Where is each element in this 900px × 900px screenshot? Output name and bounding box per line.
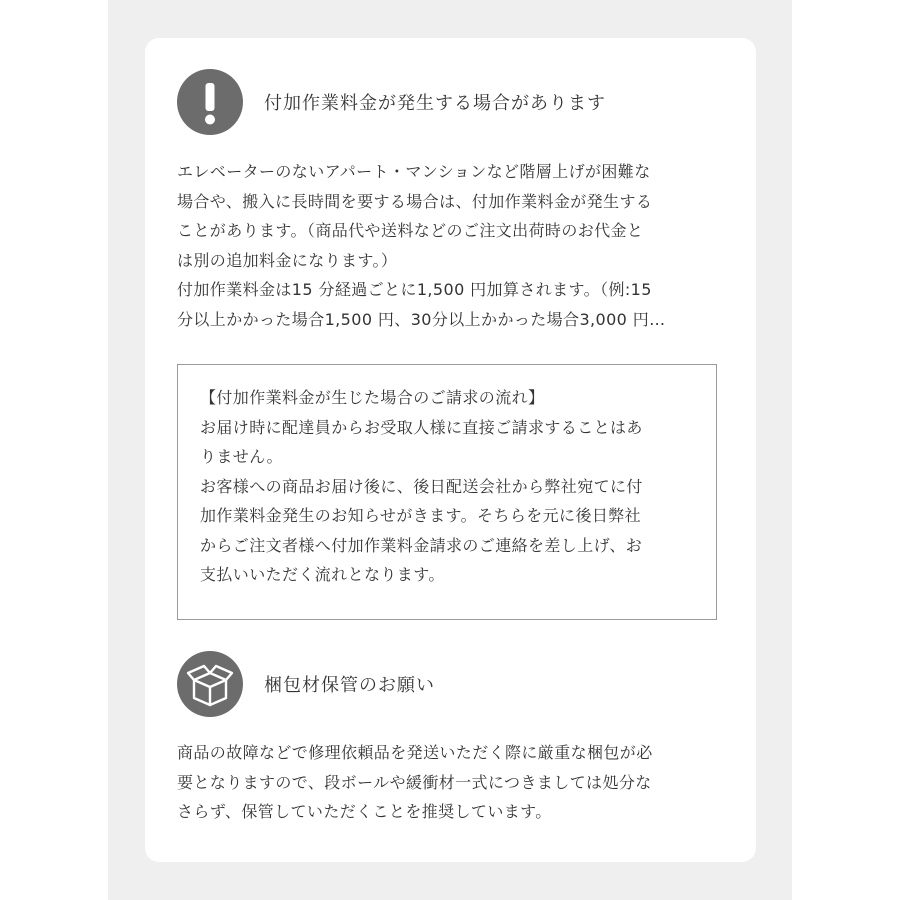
body-line: 要となりますので、段ボールや緩衝材一式につきましては処分な bbox=[177, 772, 652, 792]
box-icon bbox=[177, 651, 243, 717]
body-line: 商品の故障などで修理依頼品を発送いただく際に厳重な梱包が必 bbox=[177, 743, 653, 762]
section-packaging-title: 梱包材保管のお願い bbox=[264, 675, 435, 696]
notice-line: お客様への商品お届け後に、後日配送会社から弊社宛てに付 bbox=[200, 476, 643, 496]
notice-line: お届け時に配達員からお受取人様に直接ご請求することはあ bbox=[200, 417, 643, 437]
notice-line: からご注文者様へ付加作業料金請求のご連絡を差し上げ、お bbox=[200, 535, 643, 555]
billing-flow-notice bbox=[177, 364, 717, 620]
notice-line: りません。 bbox=[200, 447, 283, 466]
info-card bbox=[145, 38, 756, 862]
notice-line: 支払いいただく流れとなります。 bbox=[200, 565, 445, 584]
body-line: ことがあります。（商品代や送料などのご注文出荷時のお代金と bbox=[177, 221, 644, 240]
section-extra-fee-title: 付加作業料金が発生する場合があります bbox=[264, 93, 606, 114]
section-extra-fee-header bbox=[177, 69, 606, 135]
notice-line: 加作業料金発生のお知らせがきます。そちらを元に後日弊社 bbox=[200, 506, 642, 525]
body-line: さらず、保管していただくことを推奨しています。 bbox=[177, 802, 552, 821]
section-extra-fee-body bbox=[177, 157, 725, 334]
section-packaging-header bbox=[177, 651, 435, 717]
body-line: エレベーターのないアパート・マンションなど階層上げが困難な bbox=[177, 162, 651, 181]
body-line: 場合や、搬入に長時間を要する場合は、付加作業料金が発生する bbox=[177, 191, 653, 211]
notice-heading: 【付加作業料金が生じた場合のご請求の流れ】 bbox=[200, 388, 545, 407]
section-packaging-body bbox=[177, 738, 725, 827]
body-line: 分以上かかった場合1,500 円、30分以上かかった場合3,000 円… bbox=[177, 309, 666, 329]
body-line: は別の追加料金になります。） bbox=[177, 250, 398, 270]
exclamation-icon bbox=[177, 69, 243, 135]
body-line: 付加作業料金は15 分経過ごとに1,500 円加算されます。（例:15 bbox=[177, 280, 652, 299]
